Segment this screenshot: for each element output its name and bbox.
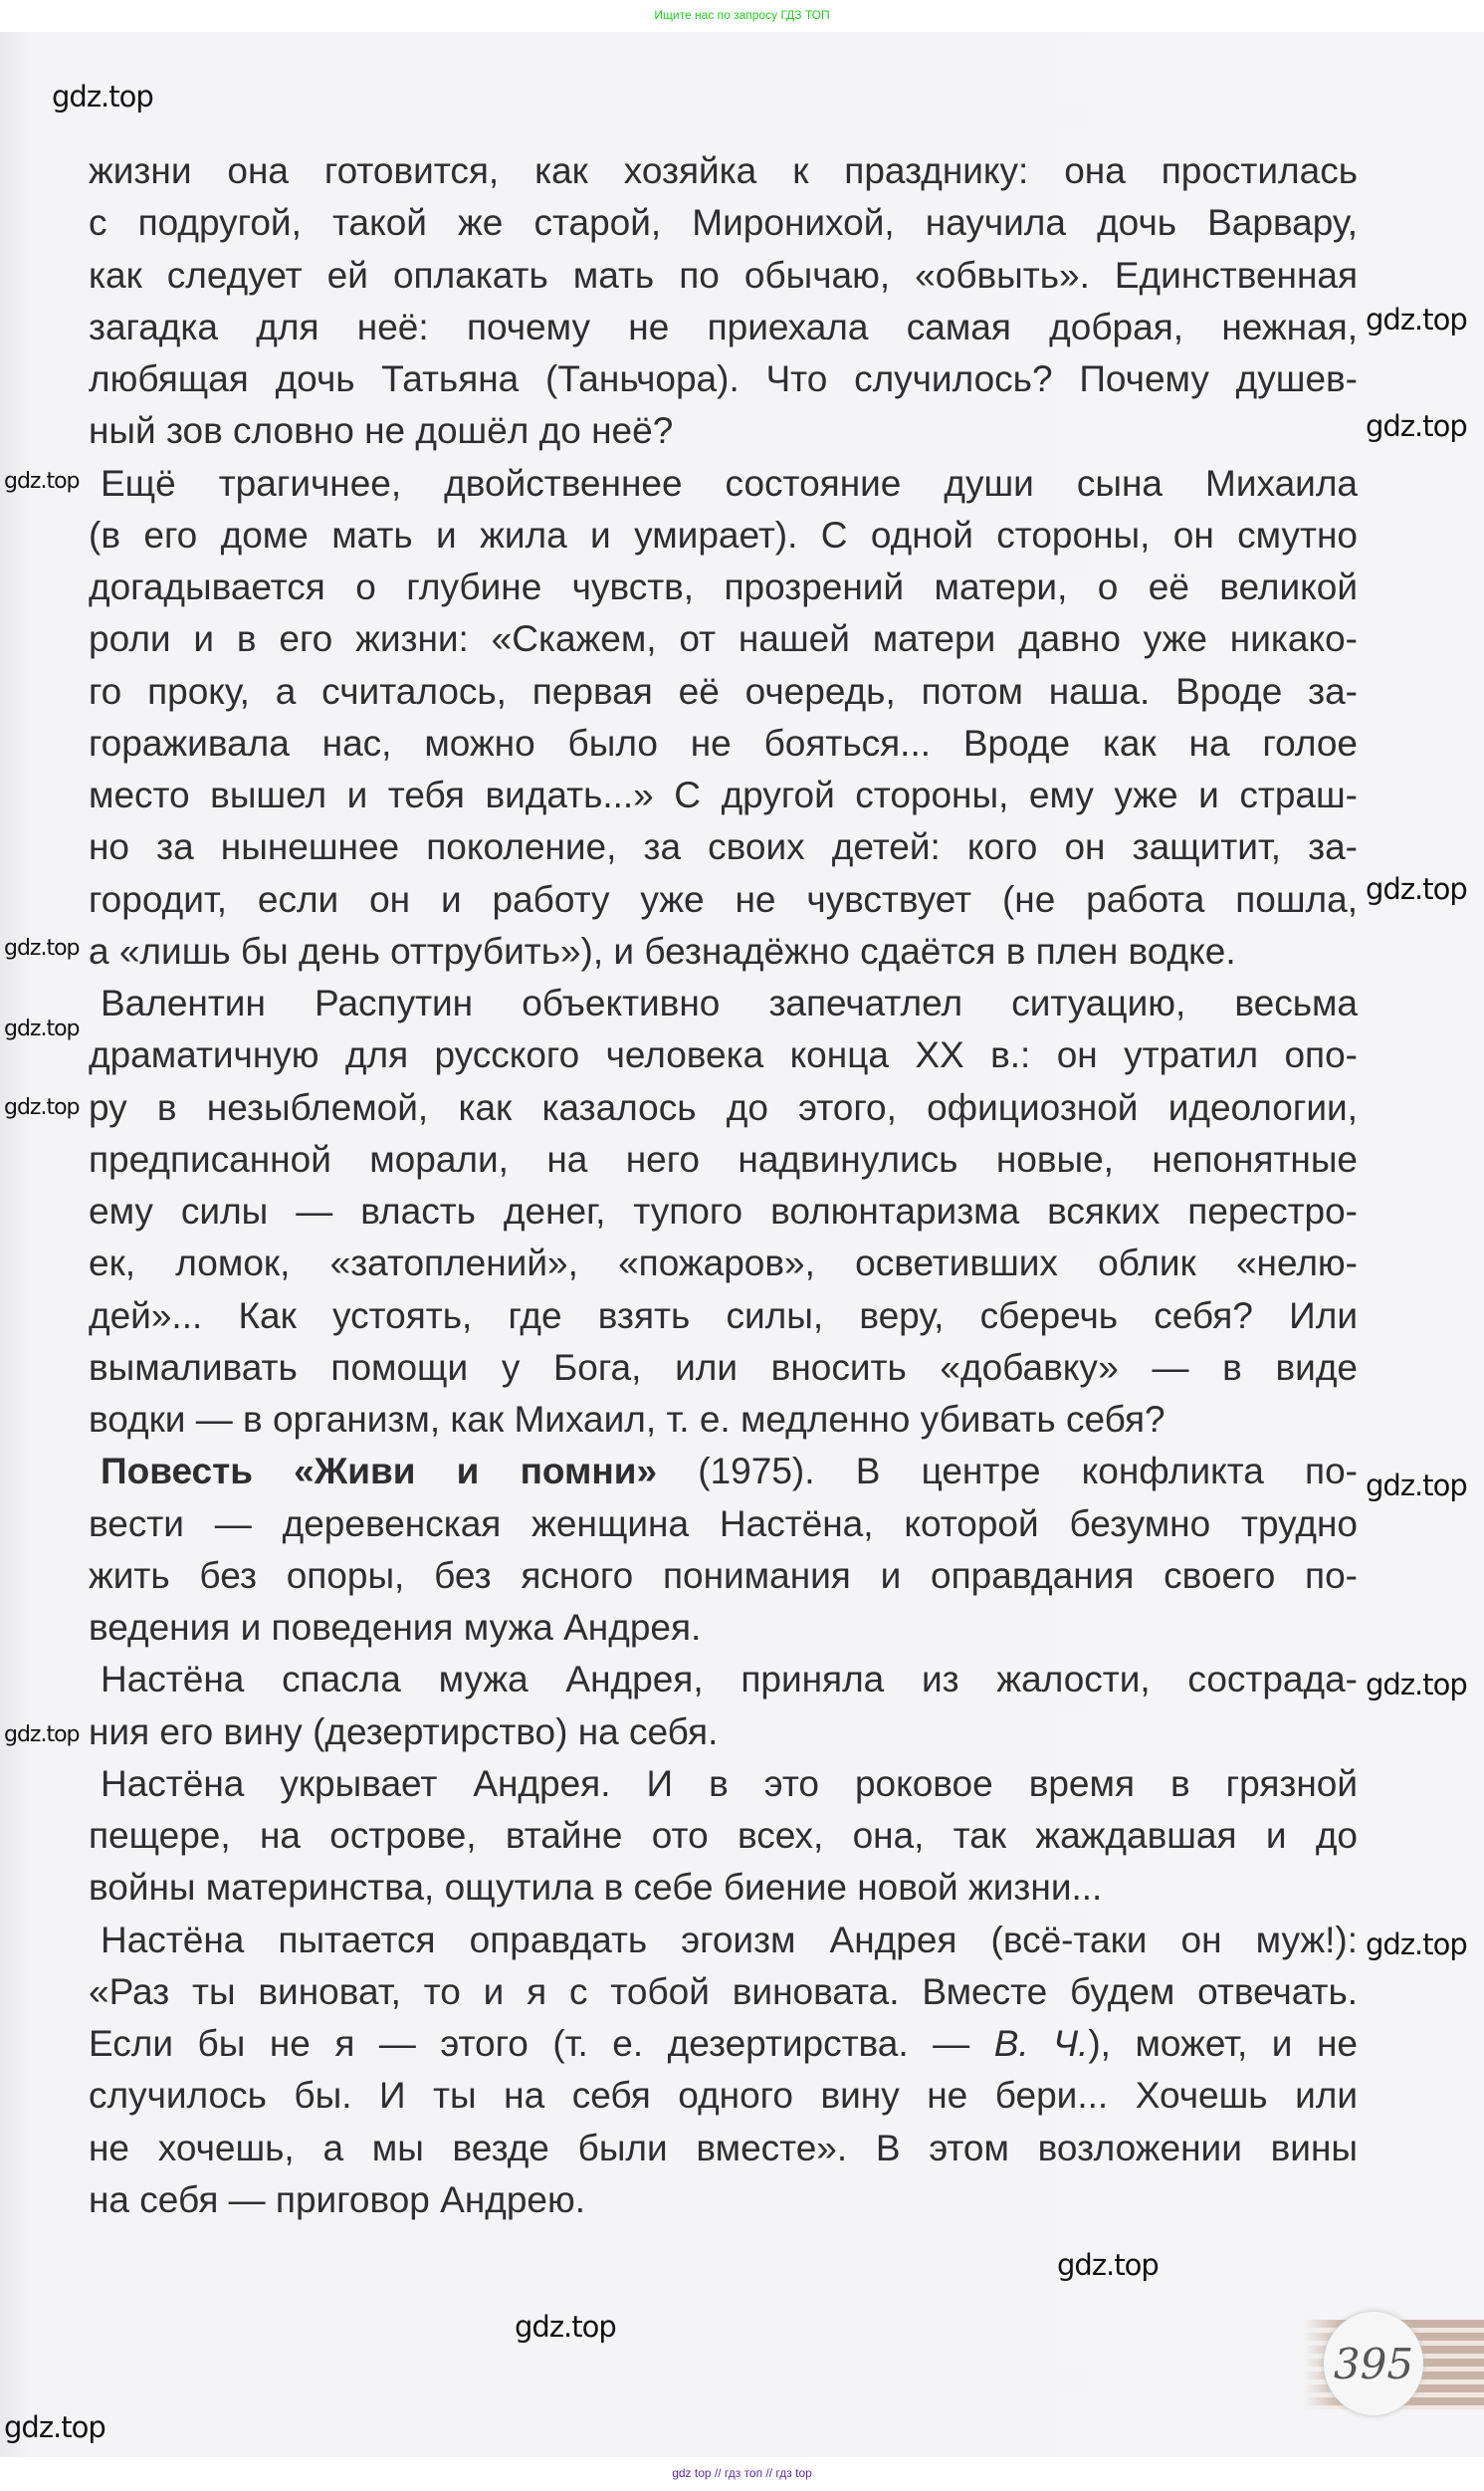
text-line	[89, 458, 1358, 510]
line-text: войны материнства, ощутила в себе биение новой жизни...	[89, 1867, 1103, 1909]
search-banner: Ищите нас по запросу ГДЗ ТОП	[654, 8, 830, 22]
line-text: случилось бы. И ты на себя одного вину не бери... Хочешь или	[89, 2075, 1358, 2117]
watermark: gdz.top	[4, 1095, 80, 1120]
watermark: gdz.top	[52, 80, 153, 113]
watermark: gdz.top	[1366, 1668, 1467, 1701]
line-text: как следует ей оплакать мать по обычаю, «обвыть». Единственная	[89, 254, 1358, 296]
line-text: ), может, и не	[1088, 2023, 1358, 2064]
text-line	[89, 1290, 1358, 1342]
line-text: догадывается о глубине чувств, прозрений матери, о её великой	[89, 566, 1358, 607]
text-line	[89, 145, 1358, 197]
text-line	[89, 510, 1358, 562]
text-line	[89, 1654, 1358, 1705]
line-text: дей»... Как устоять, где взять силы, веру, сберечь себя? Или	[89, 1294, 1358, 1336]
page-number: 395	[1324, 2312, 1423, 2415]
line-text: Настёна укрывает Андрея. И в это роковое время в грязной	[101, 1762, 1358, 1804]
text-line	[89, 1550, 1358, 1602]
line-text: с подругой, такой же старой, Миронихой, научила дочь Варвару,	[89, 202, 1358, 244]
line-text: Валентин Распутин объективно запечатлел ситуацию, весьма	[101, 983, 1358, 1023]
line-text: ему силы — власть денег, тупого волюнтаризма всяких перестро-	[89, 1191, 1358, 1232]
body-text	[89, 145, 1358, 2226]
footer-links: gdz top // гдз топ // гдз top	[672, 2466, 812, 2480]
text-line	[89, 978, 1358, 1029]
text-line	[89, 1602, 1358, 1654]
text-line	[89, 405, 1358, 457]
line-text: Настёна пытается оправдать эгоизм Андрея (всё-таки он муж!):	[101, 1919, 1358, 1960]
line-text: ведения и поведения мужа Андрея.	[89, 1607, 702, 1648]
line-text: загадка для неё: почему не приехала самая добрая, нежная,	[89, 306, 1358, 347]
watermark: gdz.top	[4, 1722, 80, 1747]
text-line	[89, 1394, 1358, 1446]
line-text: ру в незыблемой, как казалось до этого, официозной идеологии,	[89, 1086, 1358, 1128]
watermark: gdz.top	[1366, 303, 1467, 337]
text-line	[89, 770, 1358, 821]
line-text: ный зов словно не дошёл до неё?	[89, 410, 674, 452]
text-line	[89, 2070, 1358, 2122]
watermark: gdz.top	[4, 936, 80, 961]
watermark: gdz.top	[1366, 409, 1467, 443]
line-text: драматичную для русского человека конца XX в.: он утратил опо-	[89, 1034, 1358, 1076]
text-line	[89, 1915, 1358, 1966]
text-line	[89, 1029, 1358, 1081]
line-text: городит, если он и работу уже не чувствует (не работа пошла,	[89, 878, 1358, 920]
text-line	[89, 1342, 1358, 1394]
line-text: предписанной морали, на него надвинулись новые, непонятные	[89, 1138, 1358, 1180]
text-line	[89, 1758, 1358, 1810]
line-text: место вышел и тебя видать...» С другой стороны, ему уже и страш-	[89, 775, 1358, 815]
text-line	[89, 1966, 1358, 2018]
watermark: gdz.top	[1057, 2248, 1159, 2282]
line-text: не хочешь, а мы везде были вместе». В этом возложении вины	[89, 2127, 1358, 2168]
text-line	[89, 353, 1358, 405]
watermark: gdz.top	[1366, 1927, 1467, 1961]
section-heading: Повесть «Живи и помни»	[101, 1451, 658, 1492]
text-line	[89, 2123, 1358, 2174]
line-text: роли и в его жизни: «Скажем, от нашей матери давно уже никако-	[89, 618, 1358, 660]
text-line	[89, 821, 1358, 873]
line-text: жить без опоры, без ясного понимания и оправдания своего по-	[89, 1554, 1358, 1596]
watermark: gdz.top	[1366, 1469, 1467, 1502]
line-text: но за нынешнее поколение, за своих детей: кого он защитит, за-	[89, 826, 1358, 868]
watermark: gdz.top	[4, 2410, 106, 2444]
watermark: gdz.top	[1366, 872, 1467, 906]
text-line	[89, 1186, 1358, 1238]
line-text: на себя — приговор Андрею.	[89, 2178, 586, 2220]
line-text: пещере, на острове, втайне ото всех, она, так жаждавшая и до	[89, 1815, 1358, 1856]
text-line	[89, 1446, 1358, 1497]
watermark: gdz.top	[4, 1017, 80, 1041]
line-text: ния его вину (дезертирство) на себя.	[89, 1710, 719, 1752]
text-line	[89, 613, 1358, 665]
text-line	[89, 1706, 1358, 1758]
text-line	[89, 874, 1358, 926]
line-text: (1975). В центре конфликта по-	[657, 1451, 1358, 1492]
line-text: вести — деревенская женщина Настёна, которой безумно трудно	[89, 1502, 1358, 1544]
author-initials: В. Ч.	[993, 2023, 1089, 2064]
text-line	[89, 562, 1358, 613]
line-text: вымаливать помощи у Бога, или вносить «добавку» — в виде	[89, 1346, 1358, 1388]
text-line	[89, 718, 1358, 770]
line-text: жизни она готовится, как хозяйка к празднику: она простилась	[89, 150, 1358, 191]
line-text: (в его доме мать и жила и умирает). С одной стороны, он смутно	[89, 514, 1358, 556]
text-line	[89, 1238, 1358, 1289]
text-line	[89, 666, 1358, 718]
text-line	[89, 926, 1358, 978]
line-text: го проку, а считалось, первая её очередь, потом наша. Вроде за-	[89, 670, 1358, 712]
line-text: ек, ломок, «затоплений», «пожаров», осветивших облик «нелю-	[89, 1243, 1358, 1284]
text-line	[89, 1862, 1358, 1914]
line-text: Настёна спасла мужа Андрея, приняла из жалости, сострада-	[101, 1659, 1358, 1700]
line-text: а «лишь бы день оттрубить»), и безнадёжно сдаётся в плен водке.	[89, 930, 1236, 972]
line-text: Ещё трагичнее, двойственнее состояние души сына Михаила	[101, 462, 1358, 504]
text-line	[89, 1498, 1358, 1550]
text-line	[89, 1810, 1358, 1862]
text-line	[89, 2018, 1358, 2070]
line-text: «Раз ты виноват, то и я с тобой виновата. Вместе будем отвечать.	[89, 1970, 1358, 2012]
line-text: Если бы не я — этого (т. е. дезертирства. —	[89, 2023, 994, 2064]
text-line	[89, 2174, 1358, 2226]
text-line	[89, 302, 1358, 353]
watermark: gdz.top	[4, 469, 80, 494]
text-line	[89, 1134, 1358, 1186]
text-line	[89, 250, 1358, 302]
line-text: гораживала нас, можно было не бояться... Вроде как на голое	[89, 722, 1358, 764]
text-line	[89, 197, 1358, 249]
text-line	[89, 1082, 1358, 1134]
line-text: водки — в организм, как Михаил, т. е. медленно убивать себя?	[89, 1399, 1166, 1440]
watermark: gdz.top	[515, 2310, 616, 2344]
line-text: любящая дочь Татьяна (Таньчора). Что случилось? Почему душев-	[89, 358, 1358, 399]
